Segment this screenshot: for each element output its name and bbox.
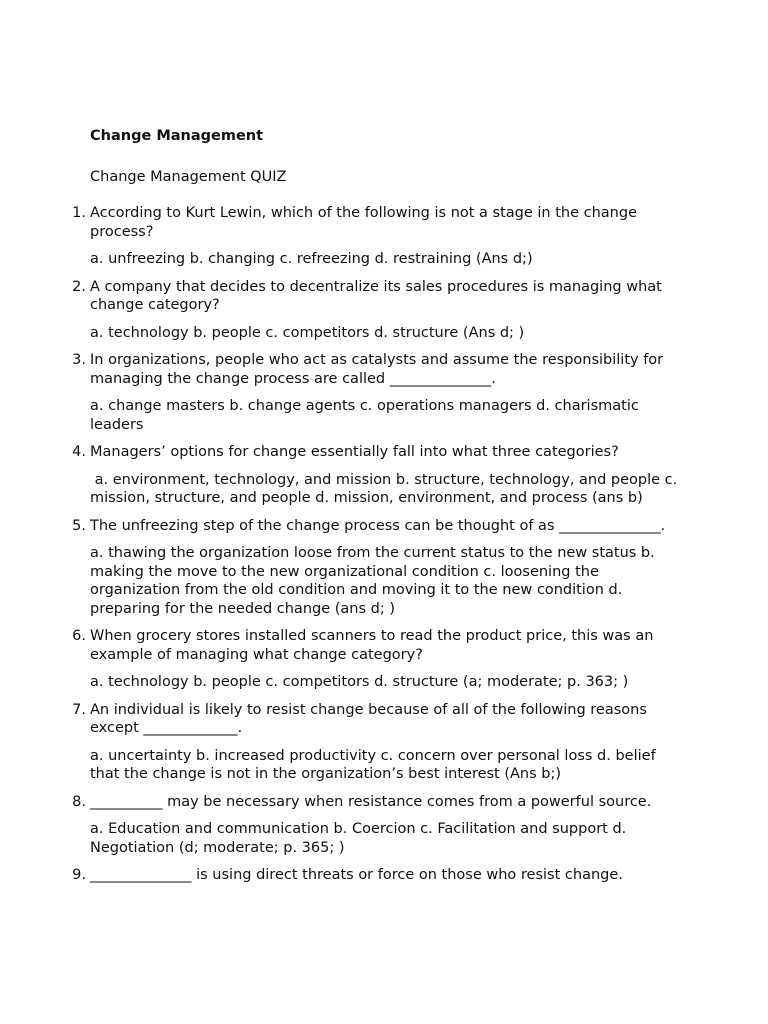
question-text: In organizations, people who act as catalysts and assume the responsibility for managing the change process are called ______________. [90,352,664,387]
question-number: 9. [72,867,86,883]
answer-choices: a. uncertainty b. increased productivity c. concern over personal loss d. belief that the change is not in the organization’s best interest (Ans b;) [90,747,661,782]
question-number: 1. [72,205,86,221]
quiz-question [72,351,686,434]
document-title: Change Management [90,128,264,144]
quiz-question [72,627,686,692]
question-number: 2. [72,278,86,295]
answer-choices: a. unfreezing b. changing c. refreezing d. restraining (Ans d;) [90,251,533,267]
quiz-question-list [72,204,686,894]
answer-choices: a. Education and communication b. Coercion c. Facilitation and support d. Negotiation (d; moderate; p. 365; ) [90,821,631,856]
question-text: __________ may be necessary when resistance comes from a powerful source. [90,793,652,810]
answer-choices: a. technology b. people c. competitors d. structure (Ans d; ) [90,324,525,341]
question-text: The unfreezing step of the change process can be thought of as ______________. [90,517,666,534]
question-text: A company that decides to decentralize its sales procedures is managing what change category? [90,278,662,313]
question-text: Managers’ options for change essentially fall into what three categories? [90,444,619,460]
question-text: ______________ is using direct threats or force on those who resist change. [90,867,623,883]
quiz-question [72,517,686,619]
answer-choices: a. thawing the organization loose from the current status to the new status b. making the move to the new organizational condition c. loosening the organization from the old condition and moving it to the new condition d. preparing for the needed change (ans d; ) [90,545,660,617]
document-subtitle: Change Management QUIZ [90,169,287,185]
question-number: 4. [72,444,86,460]
answer-choices: a. change masters b. change agents c. operations managers d. charismatic leaders [90,398,644,433]
question-text: An individual is likely to resist change because of all of the following reasons except _____________. [90,701,647,736]
quiz-question [72,278,686,343]
answer-choices: a. technology b. people c. competitors d. structure (a; moderate; p. 363; ) [90,674,629,690]
question-number: 5. [72,517,86,534]
answer-choices: a. environment, technology, and mission b. structure, technology, and people c. mission, structure, and people d. mission, environment, and process (ans b) [90,471,682,506]
question-number: 3. [72,352,86,368]
question-number: 7. [72,701,86,718]
question-number: 6. [72,628,86,644]
quiz-question [72,793,686,858]
quiz-question [72,866,686,885]
question-text: According to Kurt Lewin, which of the following is not a stage in the change process? [90,205,637,240]
question-number: 8. [72,793,86,810]
quiz-question [72,204,686,269]
quiz-question [72,443,686,508]
quiz-question [72,701,686,784]
question-text: When grocery stores installed scanners to read the product price, this was an example of managing what change category? [90,628,654,663]
